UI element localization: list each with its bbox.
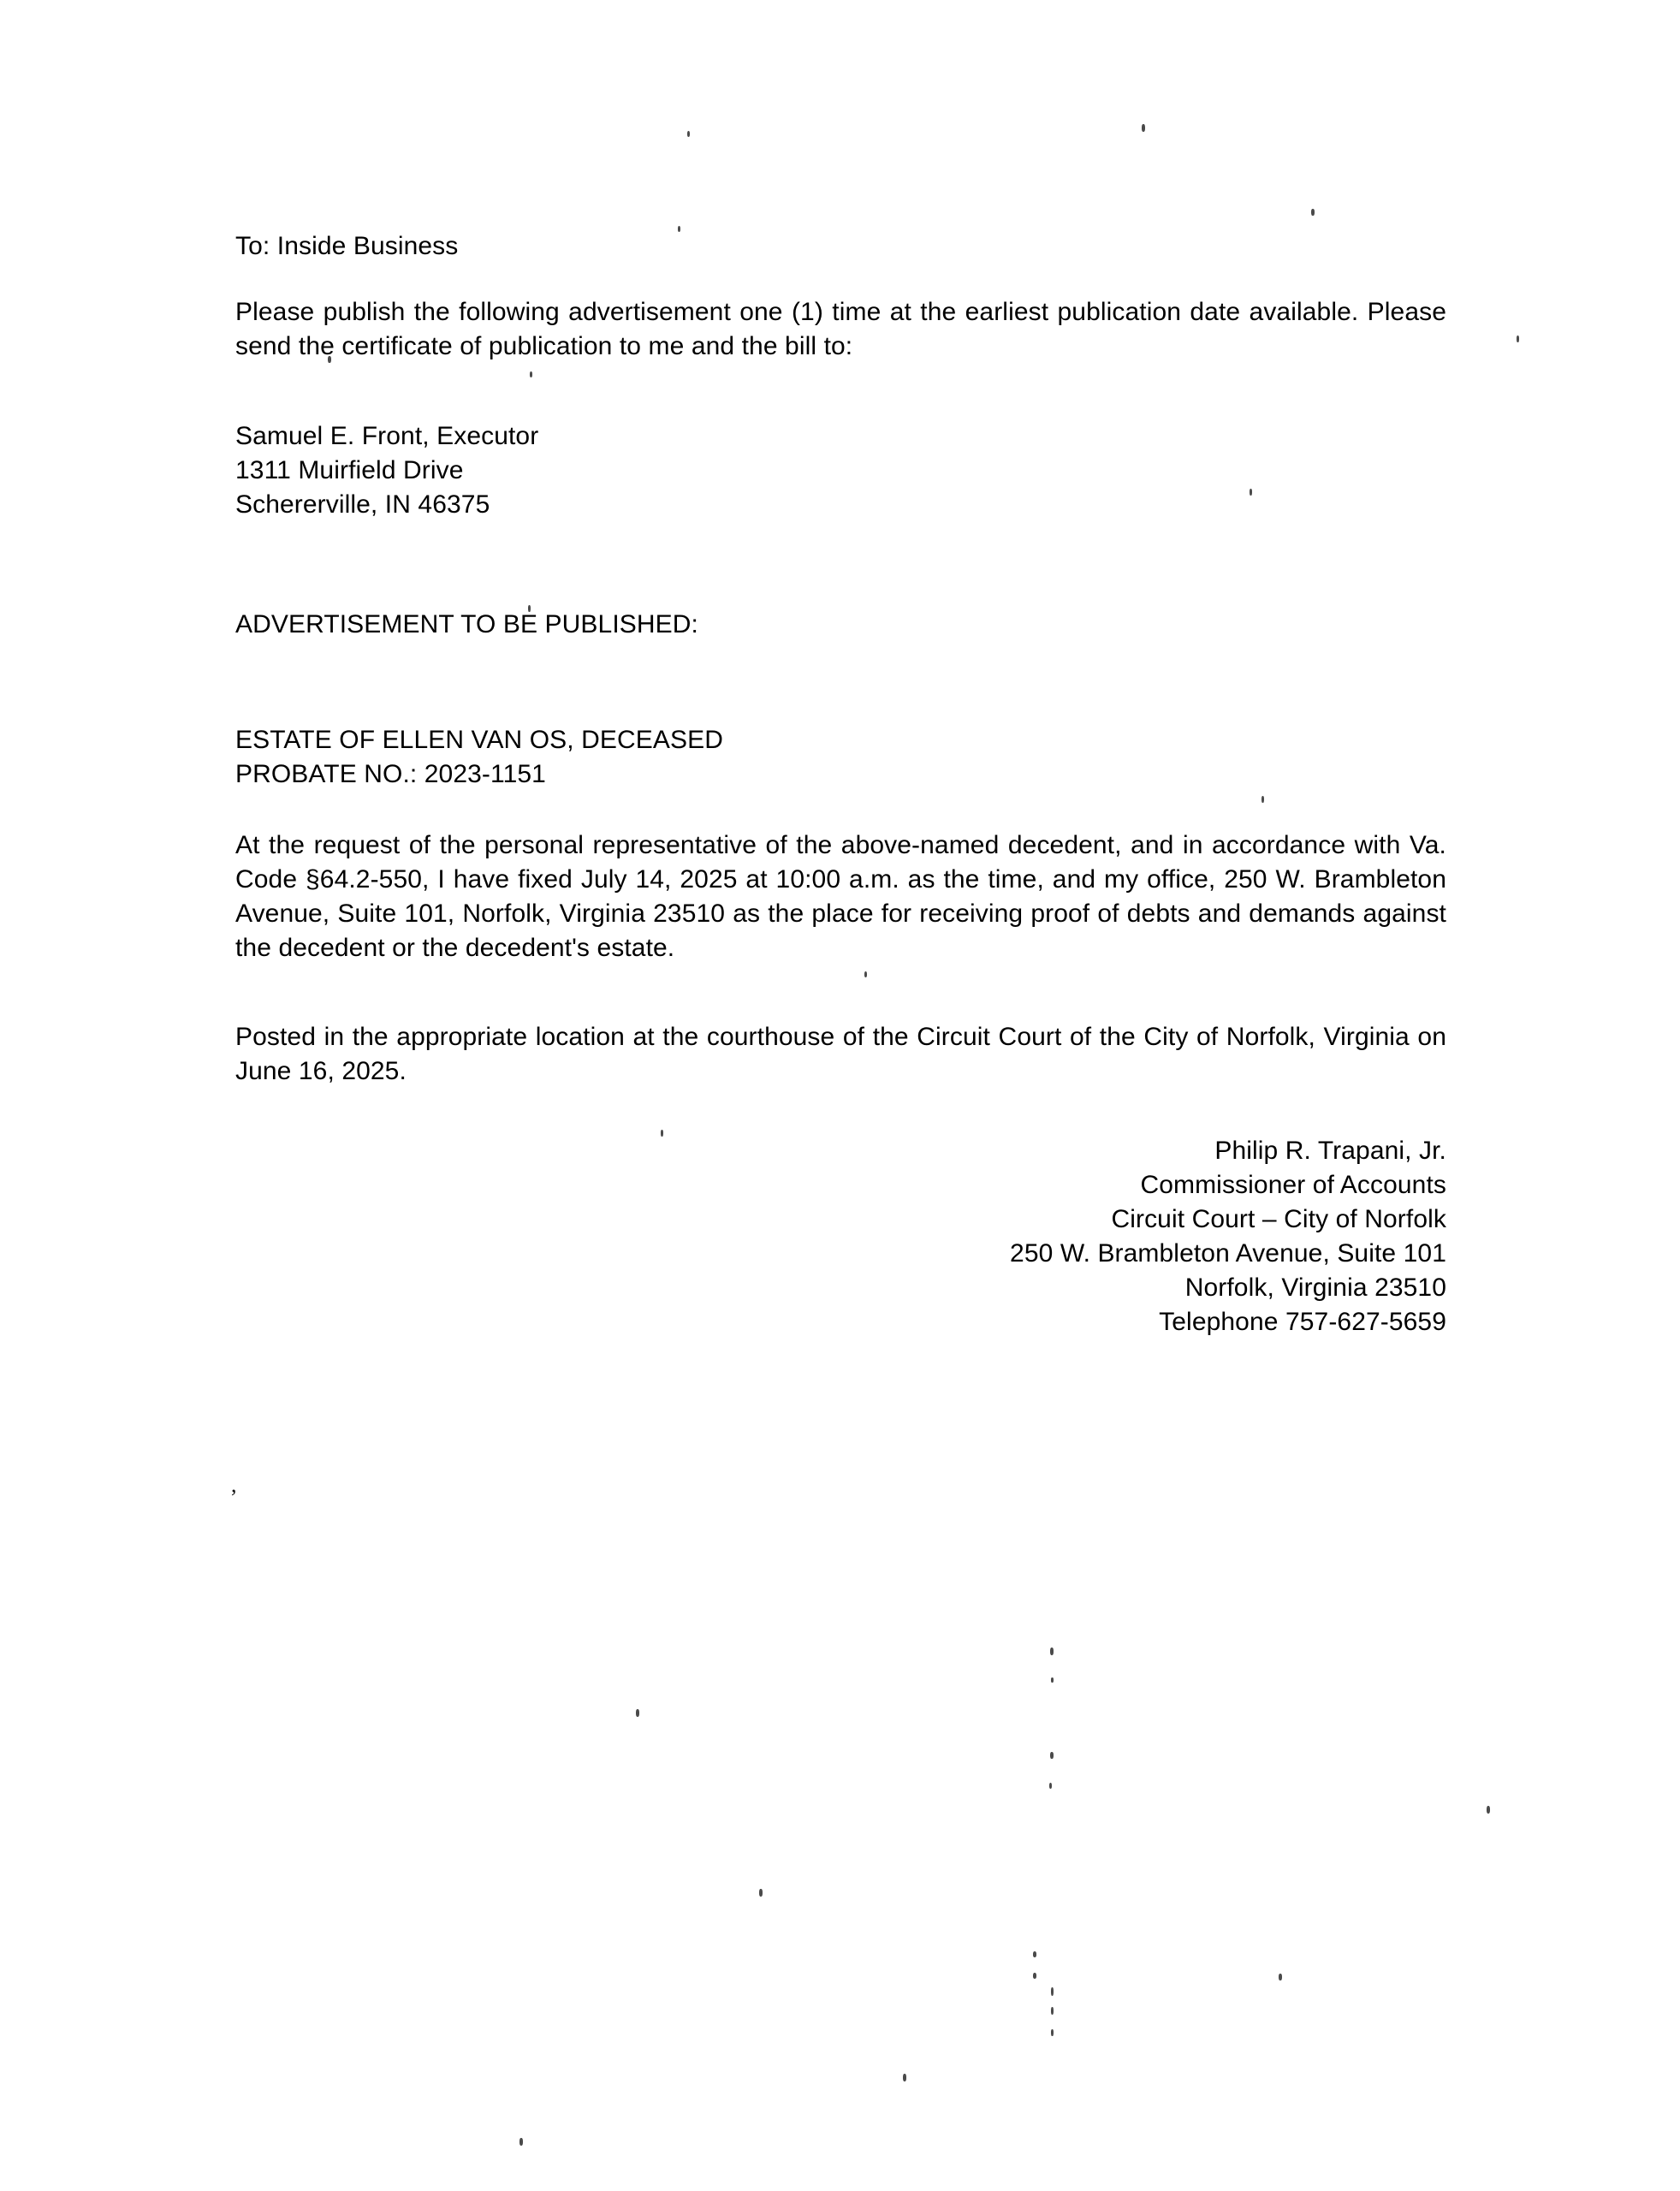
scan-speck	[1033, 1973, 1036, 1979]
recipient-block	[235, 229, 1446, 264]
scan-speck	[1050, 1752, 1054, 1759]
billing-address-line: 1311 Muirfield Drive	[235, 456, 464, 484]
scan-speck	[687, 131, 690, 137]
stray-ink-mark: ,	[231, 1472, 237, 1497]
scan-speck	[530, 371, 532, 377]
scan-speck	[1051, 2007, 1054, 2015]
billing-address-line: Schererville, IN 46375	[235, 490, 490, 519]
signer-name: Philip R. Trapani, Jr.	[1214, 1137, 1446, 1165]
signature-block	[235, 1134, 1446, 1339]
instruction-block	[235, 295, 1446, 364]
scan-speck	[759, 1889, 763, 1897]
scan-speck	[1049, 1783, 1052, 1789]
posted-paragraph-block	[235, 1020, 1446, 1089]
estate-title: ESTATE OF ELLEN VAN OS, DECEASED	[235, 726, 724, 754]
scan-speck	[1279, 1974, 1282, 1980]
scan-speck	[1311, 209, 1315, 216]
signer-city-state-zip: Norfolk, Virginia 23510	[1184, 1274, 1446, 1302]
scan-speck	[519, 2138, 523, 2146]
signer-street-address: 250 W. Brambleton Avenue, Suite 101	[1010, 1239, 1446, 1268]
scan-speck	[864, 971, 867, 977]
billing-address-line: Samuel E. Front, Executor	[235, 422, 539, 450]
scan-speck	[1517, 335, 1519, 342]
advertisement-heading: ADVERTISEMENT TO BE PUBLISHED:	[235, 610, 698, 638]
scan-speck	[903, 2074, 906, 2081]
scan-speck	[1487, 1806, 1490, 1814]
instruction-paragraph: Please publish the following advertisement one (1) time at the earliest publication date available. Please send the certificate of publication to me and the bill to:	[235, 298, 1446, 360]
signer-title: Commissioner of Accounts	[1140, 1171, 1446, 1199]
probate-number: PROBATE NO.: 2023-1151	[235, 760, 546, 788]
estate-title-block	[235, 723, 1446, 792]
scan-speck	[1051, 1987, 1054, 1996]
billing-address-block	[235, 419, 1446, 522]
posted-paragraph: Posted in the appropriate location at the courthouse of the Circuit Court of the City of Norfolk, Virginia on June 16, 2025.	[235, 1023, 1446, 1085]
body-paragraph: At the request of the personal representative of the above-named decedent, and in accordance with Va. Code §64.2-550, I have fixed July 14, 2025 at 10:00 a.m. as the time, and my office, 250 W. Brambleton Avenue, Suite 101, Norfolk, Virginia 23510 as the place for receiving proof of debts and demands against the decedent or the decedent's estate.	[235, 831, 1446, 962]
body-paragraph-block	[235, 828, 1446, 965]
scan-speck	[1051, 2029, 1054, 2036]
advertisement-heading-block	[235, 608, 1446, 642]
scan-speck	[1050, 1648, 1054, 1655]
scan-speck	[1142, 124, 1145, 132]
scan-speck	[1051, 1677, 1054, 1683]
scan-speck	[1033, 1951, 1036, 1957]
signer-telephone: Telephone 757-627-5659	[1159, 1308, 1446, 1336]
signer-court: Circuit Court – City of Norfolk	[1111, 1205, 1446, 1233]
scan-speck	[636, 1709, 639, 1717]
scan-speck	[1261, 796, 1264, 803]
recipient-line: To: Inside Business	[235, 232, 459, 260]
